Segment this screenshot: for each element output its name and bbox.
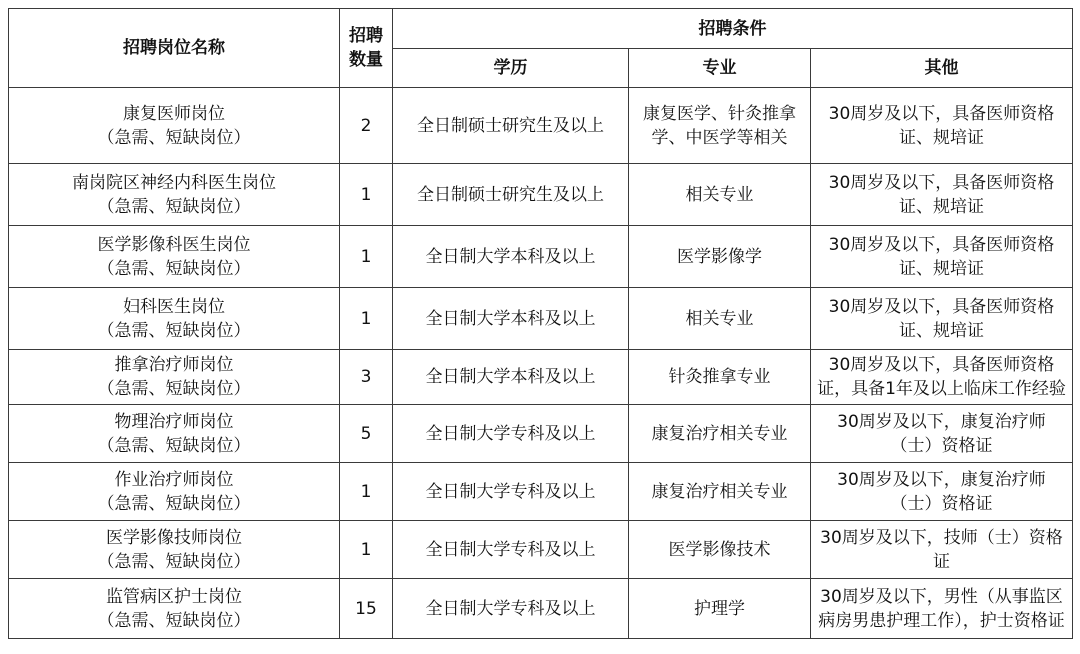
- major-cell: 医学影像学: [629, 226, 811, 288]
- table-row: [9, 164, 1073, 226]
- position-cell: [9, 350, 340, 405]
- count-cell: 1: [340, 164, 393, 226]
- header-other: 其他: [811, 49, 1073, 88]
- position-cell: [9, 226, 340, 288]
- position-name: 推拿治疗师岗位: [114, 355, 234, 375]
- position-cell: [9, 288, 340, 350]
- table-row: [9, 350, 1073, 405]
- table-row: [9, 521, 1073, 579]
- position-name: 康复医师岗位: [123, 103, 225, 124]
- header-count-line1: 招聘: [349, 26, 383, 46]
- count-cell: 1: [340, 521, 393, 579]
- education-cell: 全日制硕士研究生及以上: [393, 164, 629, 226]
- table-row: [9, 88, 1073, 164]
- position-name: 物理治疗师岗位: [114, 411, 234, 432]
- education-cell: 全日制大学专科及以上: [393, 521, 629, 579]
- education-cell: 全日制硕士研究生及以上: [393, 88, 629, 164]
- position-cell: [9, 521, 340, 579]
- education-cell: 全日制大学本科及以上: [393, 226, 629, 288]
- position-note: （急需、短缺岗位）: [97, 610, 251, 631]
- table-row: [9, 288, 1073, 350]
- count-cell: 1: [340, 288, 393, 350]
- table-row: [9, 226, 1073, 288]
- count-cell: 2: [340, 88, 393, 164]
- major-cell: 相关专业: [629, 164, 811, 226]
- header-education: 学历: [393, 49, 629, 88]
- major-cell: 康复医学、针灸推拿学、中医学等相关: [629, 88, 811, 164]
- education-cell: 全日制大学本科及以上: [393, 288, 629, 350]
- other-cell: 30周岁及以下，康复治疗师（士）资格证: [811, 405, 1073, 463]
- table-row: [9, 579, 1073, 639]
- other-cell: 30周岁及以下，康复治疗师（士）资格证: [811, 463, 1073, 521]
- count-cell: 5: [340, 405, 393, 463]
- other-cell: 30周岁及以下，具备医师资格证、规培证: [811, 288, 1073, 350]
- education-cell: 全日制大学本科及以上: [393, 350, 629, 405]
- position-cell: [9, 463, 340, 521]
- other-cell: 30周岁及以下，具备医师资格证、规培证: [811, 226, 1073, 288]
- position-name: 南岗院区神经内科医生岗位: [72, 172, 276, 193]
- header-conditions: 招聘条件: [393, 9, 1073, 49]
- count-cell: 1: [340, 463, 393, 521]
- recruitment-table: [8, 8, 1073, 639]
- education-cell: 全日制大学专科及以上: [393, 579, 629, 639]
- major-cell: 针灸推拿专业: [629, 350, 811, 405]
- table-row: [9, 463, 1073, 521]
- education-cell: 全日制大学专科及以上: [393, 405, 629, 463]
- count-cell: 3: [340, 350, 393, 405]
- count-cell: 15: [340, 579, 393, 639]
- position-note: （急需、短缺岗位）: [97, 435, 251, 456]
- position-name: 作业治疗师岗位: [114, 469, 234, 490]
- header-major: 专业: [629, 49, 811, 88]
- major-cell: 护理学: [629, 579, 811, 639]
- other-cell: 30周岁及以下，男性（从事监区病房男患护理工作），护士资格证: [811, 579, 1073, 639]
- position-cell: [9, 405, 340, 463]
- position-name: 医学影像科医生岗位: [97, 234, 251, 255]
- other-cell: 30周岁及以下，具备医师资格证、规培证: [811, 88, 1073, 164]
- position-cell: [9, 88, 340, 164]
- header-position-name: 招聘岗位名称: [9, 9, 340, 88]
- header-count-line2: 数量: [349, 50, 383, 70]
- position-cell: [9, 164, 340, 226]
- table-row: [9, 405, 1073, 463]
- position-name: 监管病区护士岗位: [106, 586, 242, 607]
- position-note: （急需、短缺岗位）: [97, 379, 251, 399]
- major-cell: 康复治疗相关专业: [629, 405, 811, 463]
- position-name: 妇科医生岗位: [123, 296, 225, 317]
- major-cell: 康复治疗相关专业: [629, 463, 811, 521]
- other-cell: 30周岁及以下，具备医师资格证、规培证: [811, 164, 1073, 226]
- position-note: （急需、短缺岗位）: [97, 493, 251, 514]
- count-cell: 1: [340, 226, 393, 288]
- position-note: （急需、短缺岗位）: [97, 196, 251, 217]
- position-note: （急需、短缺岗位）: [97, 551, 251, 572]
- major-cell: 医学影像技术: [629, 521, 811, 579]
- position-name: 医学影像技师岗位: [106, 527, 242, 548]
- major-cell: 相关专业: [629, 288, 811, 350]
- education-cell: 全日制大学专科及以上: [393, 463, 629, 521]
- position-note: （急需、短缺岗位）: [97, 258, 251, 279]
- other-cell: 30周岁及以下，具备医师资格证，具备1年及以上临床工作经验: [811, 350, 1073, 405]
- position-cell: [9, 579, 340, 639]
- header-count: [340, 9, 393, 88]
- other-cell: 30周岁及以下，技师（士）资格证: [811, 521, 1073, 579]
- position-note: （急需、短缺岗位）: [97, 127, 251, 148]
- position-note: （急需、短缺岗位）: [97, 320, 251, 341]
